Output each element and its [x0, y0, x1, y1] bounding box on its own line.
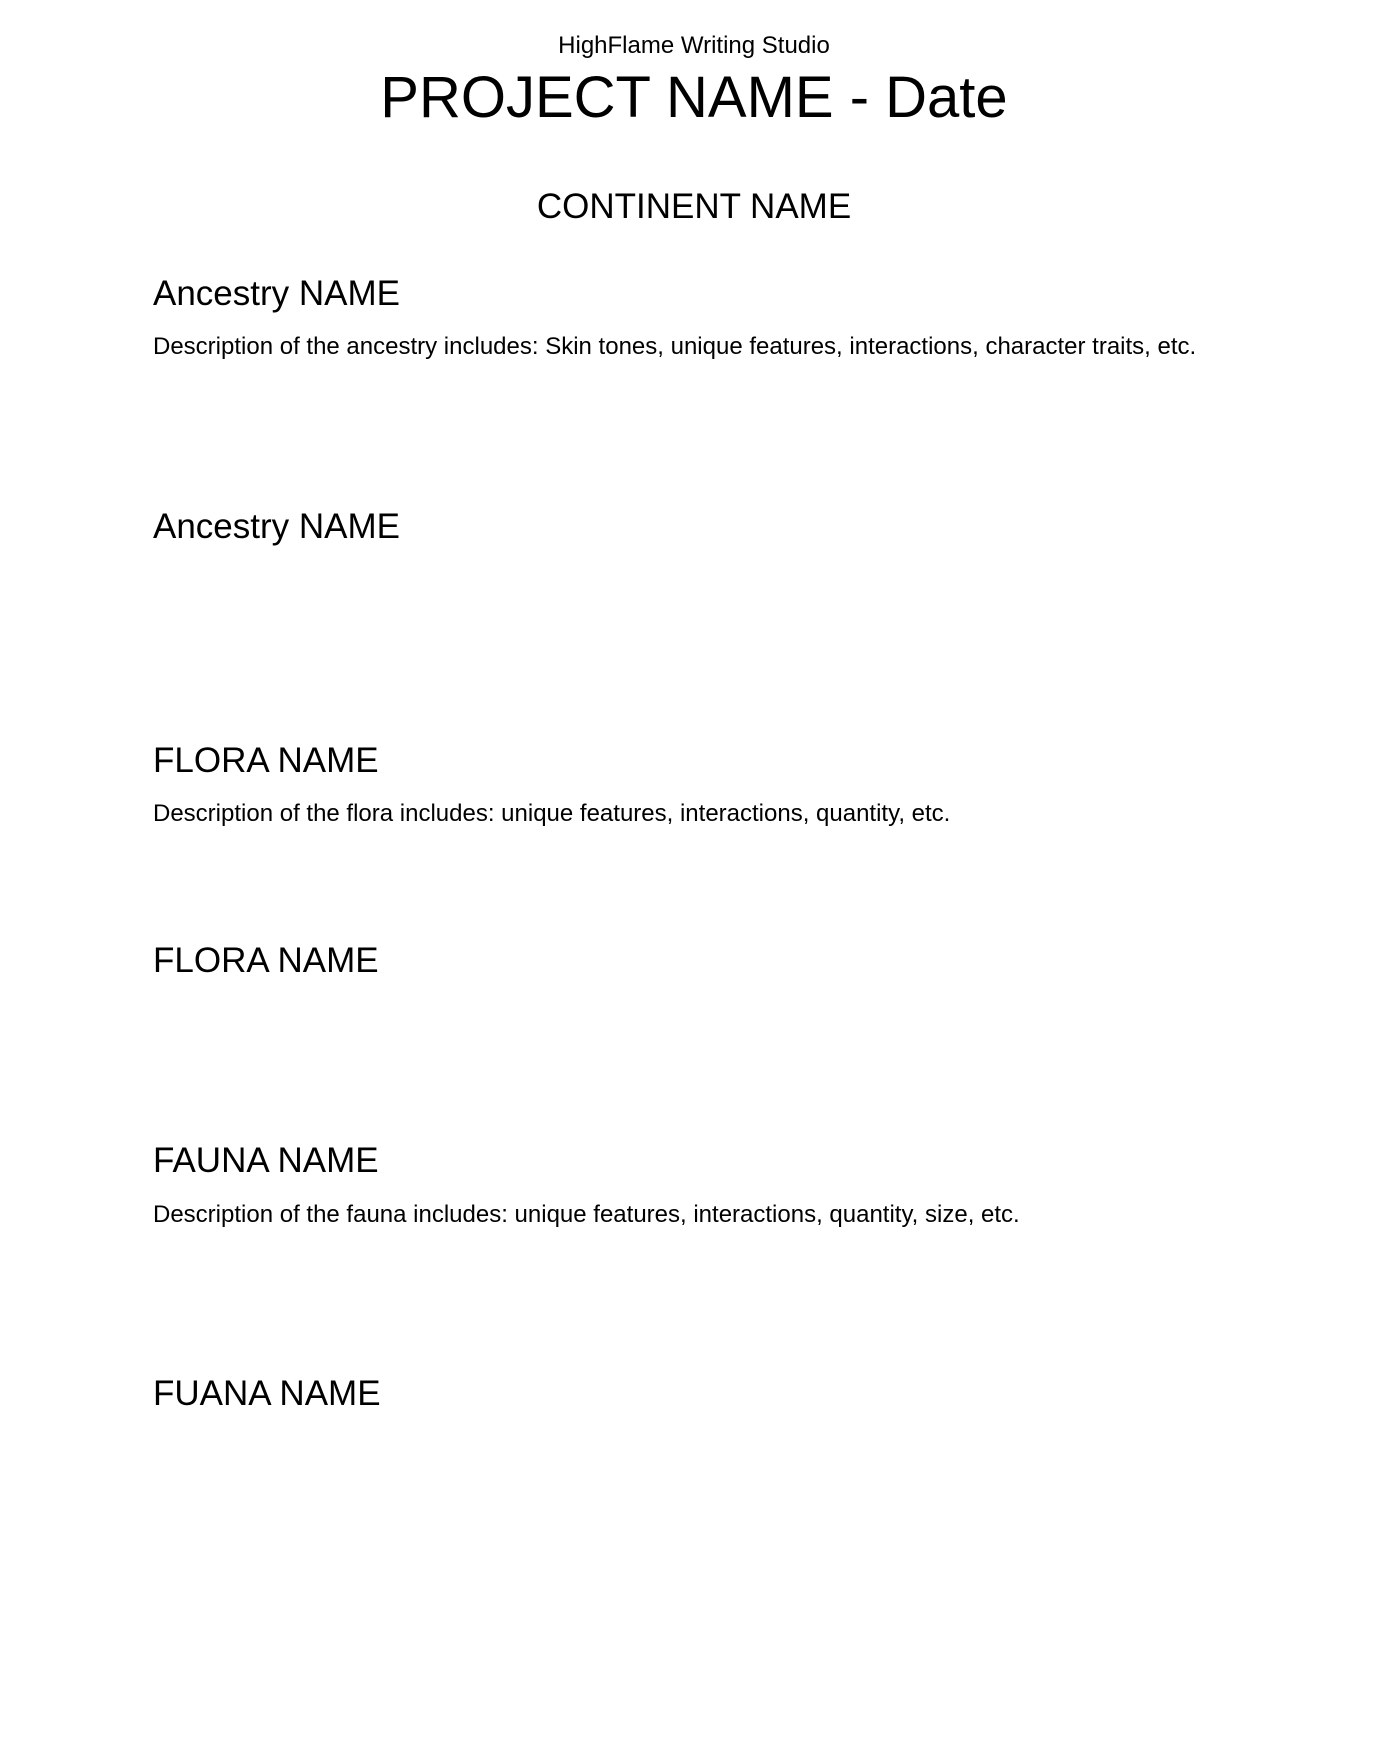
flora-description: Description of the flora includes: unique features, interactions, quantity, etc. [153, 800, 951, 827]
ancestry-description: Description of the ancestry includes: Skin tones, unique features, interactions, character traits, etc. [153, 333, 1197, 360]
flora-heading: FLORA NAME [153, 941, 379, 980]
ancestry-heading: Ancestry NAME [153, 507, 400, 546]
flora-heading: FLORA NAME [153, 741, 379, 780]
fauna-heading: FAUNA NAME [153, 1141, 379, 1180]
ancestry-heading: Ancestry NAME [153, 274, 400, 313]
fauna-description: Description of the fauna includes: unique features, interactions, quantity, size, etc. [153, 1201, 1020, 1228]
fauna-heading: FUANA NAME [153, 1374, 381, 1413]
continent-heading: CONTINENT NAME [536, 187, 852, 226]
studio-name: HighFlame Writing Studio [558, 32, 830, 59]
page-title: PROJECT NAME - Date [380, 65, 1008, 130]
